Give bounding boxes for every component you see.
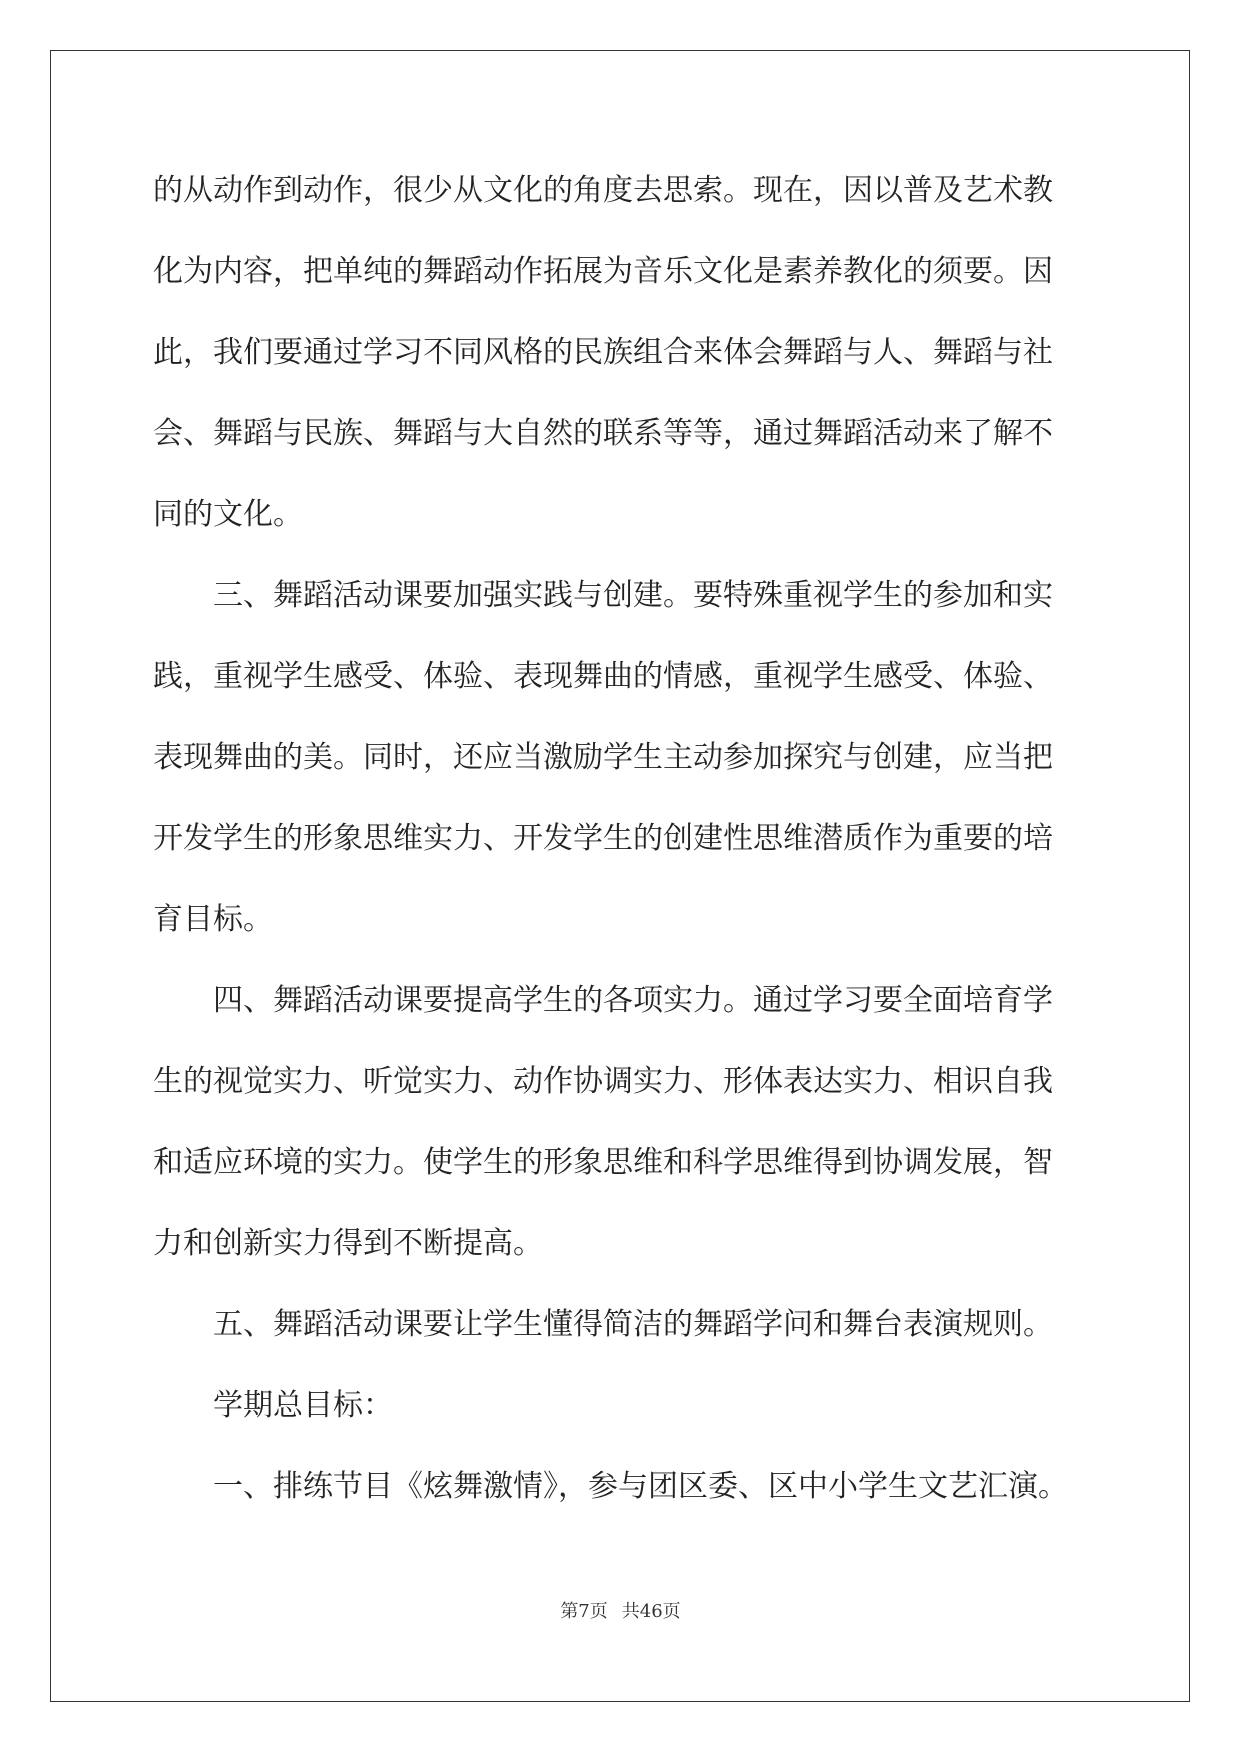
page-total: 共46页	[621, 1601, 681, 1622]
section-heading-line: 三、舞蹈活动课要加强实践与创建。要特殊重视学生的参加和实	[213, 578, 1053, 613]
body-line: 同的文化。	[153, 497, 303, 532]
page-footer	[0, 1600, 1241, 1624]
section-heading-line: 五、舞蹈活动课要让学生懂得简洁的舞蹈学问和舞台表演规则。	[213, 1307, 1053, 1342]
body-line: 表现舞曲的美。同时，还应当激励学生主动参加探究与创建，应当把	[153, 740, 1053, 775]
body-line: 化为内容，把单纯的舞蹈动作拓展为音乐文化是素养教化的须要。因	[153, 254, 1053, 289]
body-line: 开发学生的形象思维实力、开发学生的创建性思维潜质作为重要的培	[153, 821, 1053, 856]
body-line: 会、舞蹈与民族、舞蹈与大自然的联系等等，通过舞蹈活动来了解不	[153, 416, 1053, 451]
body-line: 力和创新实力得到不断提高。	[153, 1226, 543, 1261]
body-line: 此，我们要通过学习不同风格的民族组合来体会舞蹈与人、舞蹈与社	[153, 335, 1053, 370]
page-border	[50, 50, 1190, 1702]
body-line: 和适应环境的实力。使学生的形象思维和科学思维得到协调发展，智	[153, 1145, 1053, 1180]
page-number: 第7页	[560, 1601, 608, 1622]
body-line: 一、排练节目《炫舞激情》，参与团区委、区中小学生文艺汇演。	[213, 1469, 1068, 1504]
body-line: 践，重视学生感受、体验、表现舞曲的情感，重视学生感受、体验、	[153, 659, 1053, 694]
subheading-line: 学期总目标：	[213, 1388, 393, 1423]
body-line: 育目标。	[153, 902, 273, 937]
section-heading-line: 四、舞蹈活动课要提高学生的各项实力。通过学习要全面培育学	[213, 983, 1053, 1018]
body-line: 的从动作到动作，很少从文化的角度去思索。现在，因以普及艺术教	[153, 173, 1053, 208]
body-line: 生的视觉实力、听觉实力、动作协调实力、形体表达实力、相识自我	[153, 1064, 1053, 1099]
